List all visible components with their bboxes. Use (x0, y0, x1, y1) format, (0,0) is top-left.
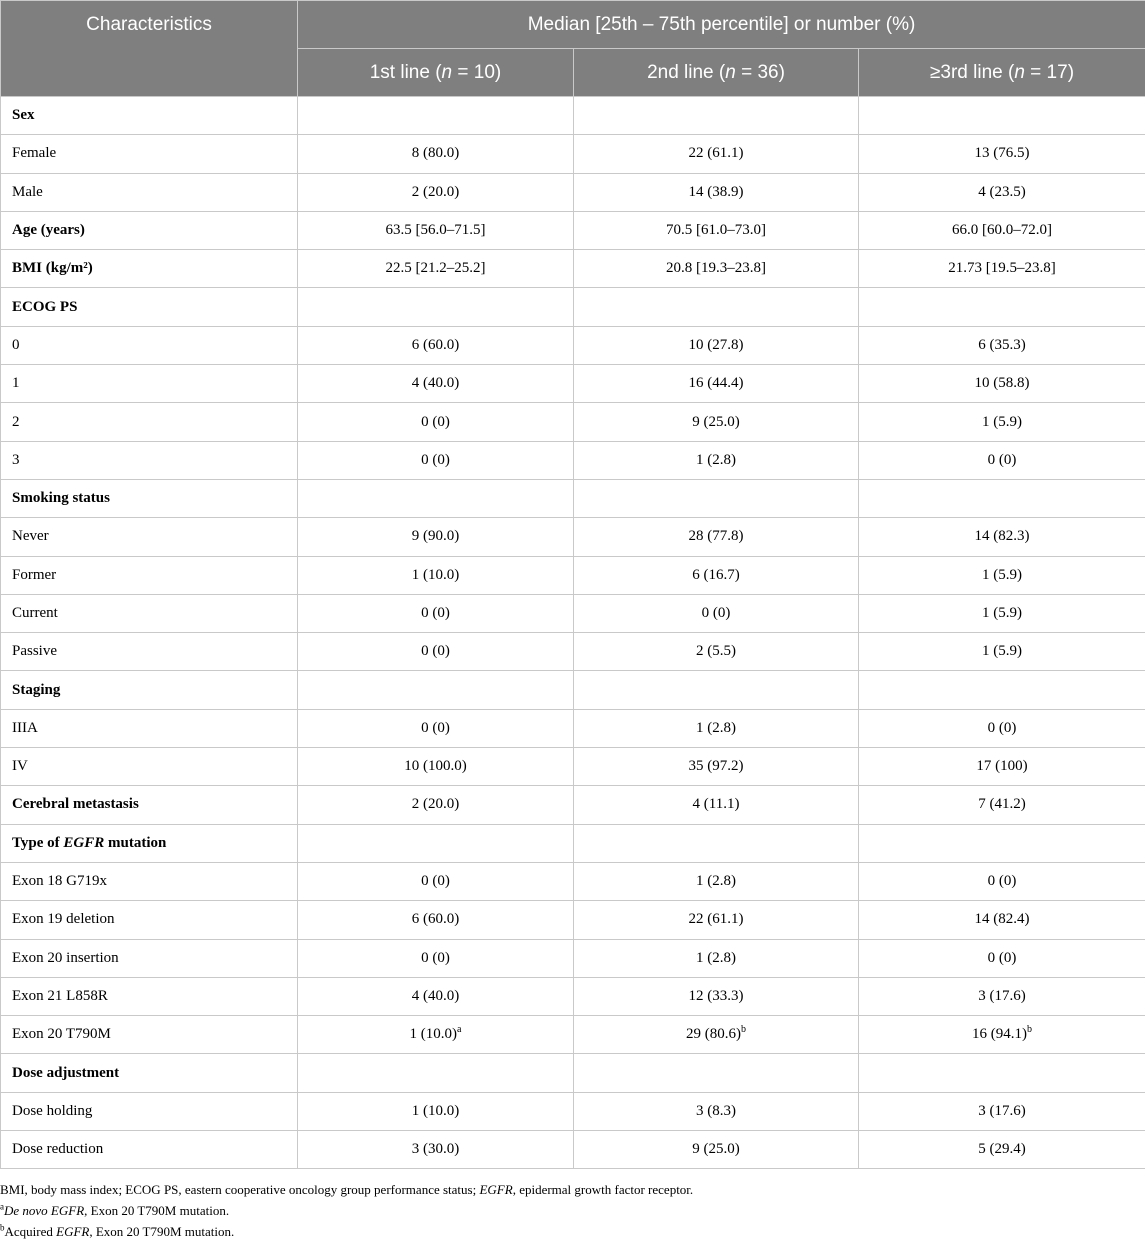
cell-1st-line: 1 $(10.0)^a$ (298, 1016, 574, 1054)
table-row (1, 135, 1145, 173)
cell-1st-line: 22.5 [21.2–25.2] (298, 250, 574, 288)
cell-3rd-line: 3 (17.6) (859, 1092, 1145, 1130)
cell-2nd-line: 3 (8.3) (574, 1092, 859, 1130)
cell-1st-line: 3 (30.0) (298, 1131, 574, 1169)
row-label: Female (1, 135, 298, 173)
row-label: Former (1, 556, 298, 594)
cell-2nd-line: 28 (77.8) (574, 518, 859, 556)
cell-2nd-line: 10 (27.8) (574, 326, 859, 364)
cell-1st-line (298, 97, 574, 135)
table-row (1, 326, 1145, 364)
cell-3rd-line: 3 (17.6) (859, 977, 1145, 1015)
cell-1st-line: 0 (0) (298, 862, 574, 900)
row-label: ECOG PS (1, 288, 298, 326)
table-row (1, 97, 1145, 135)
row-label: 2 (1, 403, 298, 441)
cell-3rd-line: 1 (5.9) (859, 556, 1145, 594)
cell-3rd-line (859, 97, 1145, 135)
cell-3rd-line: 6 (35.3) (859, 326, 1145, 364)
cell-3rd-line: 21.73 [19.5–23.8] (859, 250, 1145, 288)
cell-1st-line (298, 288, 574, 326)
cell-3rd-line: 0 (0) (859, 939, 1145, 977)
table-row (1, 479, 1145, 517)
cell-3rd-line: 14 (82.3) (859, 518, 1145, 556)
cell-1st-line: 4 (40.0) (298, 977, 574, 1015)
header-row-1 (1, 1, 1145, 49)
cell-1st-line: 8 (80.0) (298, 135, 574, 173)
table-row (1, 518, 1145, 556)
row-label: Exon 21 L858R (1, 977, 298, 1015)
cell-3rd-line: 0 (0) (859, 441, 1145, 479)
cell-2nd-line (574, 479, 859, 517)
cell-3rd-line (859, 1054, 1145, 1092)
table-row (1, 365, 1145, 403)
cell-2nd-line (574, 671, 859, 709)
cell-2nd-line (574, 288, 859, 326)
table-row (1, 824, 1145, 862)
row-label: Dose adjustment (1, 1054, 298, 1092)
table-row (1, 556, 1145, 594)
row-label: Dose holding (1, 1092, 298, 1130)
cell-2nd-line: 22 (61.1) (574, 135, 859, 173)
row-label: IV (1, 748, 298, 786)
cell-2nd-line: 20.8 [19.3–23.8] (574, 250, 859, 288)
cell-2nd-line (574, 824, 859, 862)
row-label: Exon 18 G719x (1, 862, 298, 900)
row-label: Male (1, 173, 298, 211)
row-label: BMI (kg/m²) (1, 250, 298, 288)
row-label: IIIA (1, 709, 298, 747)
cell-1st-line: 0 (0) (298, 709, 574, 747)
header-col-1st-line: 1st line (n = 10) (298, 49, 574, 97)
cell-3rd-line: 5 (29.4) (859, 1131, 1145, 1169)
cell-3rd-line (859, 824, 1145, 862)
row-label: Dose reduction (1, 1131, 298, 1169)
cell-2nd-line (574, 1054, 859, 1092)
footnote-mark: b (741, 1024, 746, 1035)
cell-3rd-line: 16 $(94.1)^b$ (859, 1016, 1145, 1054)
cell-1st-line: 4 (40.0) (298, 365, 574, 403)
footnote-mark: a (457, 1024, 461, 1035)
cell-3rd-line: 1 (5.9) (859, 403, 1145, 441)
table-row (1, 977, 1145, 1015)
cell-3rd-line: 13 (76.5) (859, 135, 1145, 173)
table-row (1, 441, 1145, 479)
cell-1st-line: 0 (0) (298, 939, 574, 977)
row-label: 3 (1, 441, 298, 479)
cell-2nd-line: 16 (44.4) (574, 365, 859, 403)
row-label: Exon 20 insertion (1, 939, 298, 977)
table-row (1, 633, 1145, 671)
cell-3rd-line: 4 (23.5) (859, 173, 1145, 211)
cell-2nd-line: 0 (0) (574, 594, 859, 632)
cell-3rd-line: 1 (5.9) (859, 633, 1145, 671)
row-label: Age (years) (1, 211, 298, 249)
cell-3rd-line: 0 (0) (859, 862, 1145, 900)
cell-2nd-line (574, 97, 859, 135)
row-label: 1 (1, 365, 298, 403)
footnote-abbreviations: BMI, body mass index; ECOG PS, eastern cooperative oncology group performance status; EGFR, epidermal growth factor receptor. (0, 1180, 1145, 1200)
row-label: Type of EGFR mutation (1, 824, 298, 862)
cell-1st-line: 0 (0) (298, 633, 574, 671)
cell-3rd-line (859, 671, 1145, 709)
table-row (1, 288, 1145, 326)
row-label: Never (1, 518, 298, 556)
row-label: Current (1, 594, 298, 632)
table-row (1, 173, 1145, 211)
header-col-2nd-line: 2nd line (n = 36) (574, 49, 859, 97)
row-label: Sex (1, 97, 298, 135)
cell-1st-line: 1 (10.0) (298, 556, 574, 594)
cell-1st-line: 2 (20.0) (298, 173, 574, 211)
cell-1st-line: 9 (90.0) (298, 518, 574, 556)
cell-3rd-line: 7 (41.2) (859, 786, 1145, 824)
cell-3rd-line (859, 288, 1145, 326)
header-characteristics: Characteristics (1, 1, 298, 97)
cell-1st-line: 63.5 [56.0–71.5] (298, 211, 574, 249)
table-row (1, 1131, 1145, 1169)
cell-3rd-line: 0 (0) (859, 709, 1145, 747)
row-label: Exon 20 T790M (1, 1016, 298, 1054)
table-row (1, 1054, 1145, 1092)
row-label: Staging (1, 671, 298, 709)
cell-1st-line (298, 479, 574, 517)
cell-2nd-line: 70.5 [61.0–73.0] (574, 211, 859, 249)
footnote-mark: b (1027, 1024, 1032, 1035)
cell-1st-line (298, 824, 574, 862)
table-row (1, 594, 1145, 632)
cell-3rd-line (859, 479, 1145, 517)
cell-2nd-line: 22 (61.1) (574, 901, 859, 939)
cell-2nd-line: 1 (2.8) (574, 709, 859, 747)
header-col-3rd-line: ≥3rd line (n = 17) (859, 49, 1145, 97)
cell-2nd-line: 6 (16.7) (574, 556, 859, 594)
table-row (1, 1092, 1145, 1130)
cell-2nd-line: 9 (25.0) (574, 403, 859, 441)
header-group-title: Median [25th – 75th percentile] or number (%) (298, 1, 1145, 49)
row-label: Smoking status (1, 479, 298, 517)
cell-1st-line (298, 671, 574, 709)
cell-3rd-line: 1 (5.9) (859, 594, 1145, 632)
cell-1st-line: 6 (60.0) (298, 326, 574, 364)
table-row (1, 403, 1145, 441)
table-row (1, 1016, 1145, 1054)
table-row (1, 709, 1145, 747)
table-row (1, 748, 1145, 786)
table-row (1, 211, 1145, 249)
cell-1st-line: 0 (0) (298, 594, 574, 632)
table-row (1, 671, 1145, 709)
cell-1st-line: 0 (0) (298, 441, 574, 479)
cell-2nd-line: 12 (33.3) (574, 977, 859, 1015)
cell-2nd-line: 9 (25.0) (574, 1131, 859, 1169)
cell-2nd-line: 35 (97.2) (574, 748, 859, 786)
cell-1st-line: 1 (10.0) (298, 1092, 574, 1130)
row-label: Passive (1, 633, 298, 671)
cell-2nd-line: 14 (38.9) (574, 173, 859, 211)
row-label: Cerebral metastasis (1, 786, 298, 824)
cell-3rd-line: 10 (58.8) (859, 365, 1145, 403)
footnote-b: $^b$Acquired EGFR, Exon 20 T790M mutation. (0, 1222, 1145, 1242)
cell-2nd-line: 29 $(80.6)^b$ (574, 1016, 859, 1054)
cell-2nd-line: 1 (2.8) (574, 441, 859, 479)
table-footnotes (0, 1180, 1145, 1242)
cell-1st-line: 6 (60.0) (298, 901, 574, 939)
table-row (1, 786, 1145, 824)
table-row (1, 862, 1145, 900)
cell-1st-line: 10 (100.0) (298, 748, 574, 786)
cell-2nd-line: 2 (5.5) (574, 633, 859, 671)
table-row (1, 250, 1145, 288)
cell-1st-line: 0 (0) (298, 403, 574, 441)
cell-3rd-line: 17 (100) (859, 748, 1145, 786)
footnote-a: $^a$De novo EGFR, Exon 20 T790M mutation. (0, 1201, 1145, 1221)
table-row (1, 901, 1145, 939)
cell-1st-line (298, 1054, 574, 1092)
cell-2nd-line: 1 (2.8) (574, 939, 859, 977)
cell-2nd-line: 1 (2.8) (574, 862, 859, 900)
cell-3rd-line: 14 (82.4) (859, 901, 1145, 939)
cell-1st-line: 2 (20.0) (298, 786, 574, 824)
cell-2nd-line: 4 (11.1) (574, 786, 859, 824)
row-label: 0 (1, 326, 298, 364)
cell-3rd-line: 66.0 [60.0–72.0] (859, 211, 1145, 249)
table-row (1, 939, 1145, 977)
row-label: Exon 19 deletion (1, 901, 298, 939)
